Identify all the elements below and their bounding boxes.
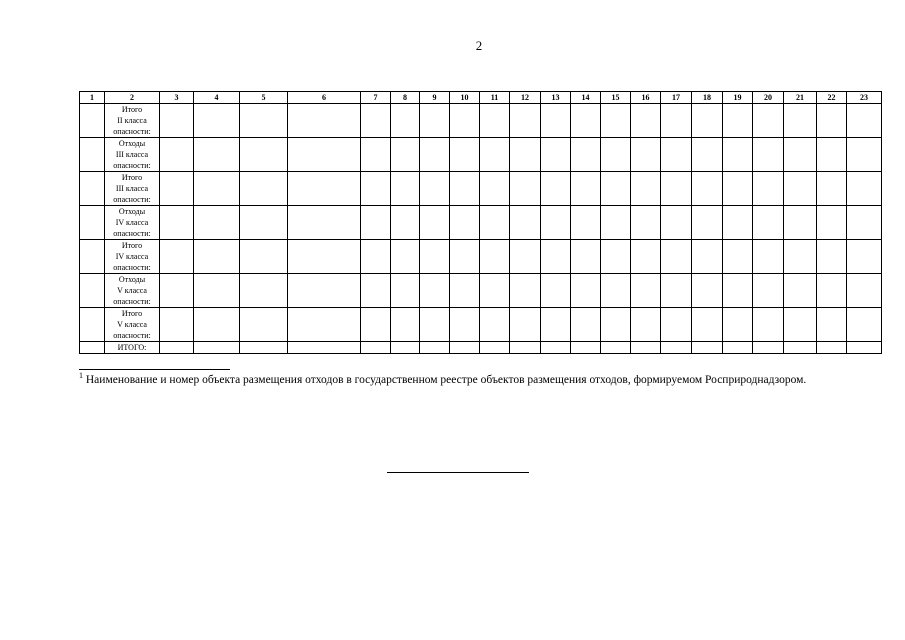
table-cell	[391, 240, 420, 274]
row-label: ИТОГО:	[105, 342, 160, 354]
table-cell	[361, 342, 391, 354]
column-header-4: 4	[194, 92, 240, 104]
table-cell	[753, 240, 784, 274]
row-number-cell	[80, 342, 105, 354]
table-cell	[571, 138, 601, 172]
table-row	[80, 308, 882, 342]
table-cell	[541, 138, 571, 172]
table-cell	[571, 172, 601, 206]
table-cell	[541, 172, 571, 206]
table-cell	[288, 308, 361, 342]
table-cell	[541, 104, 571, 138]
table-cell	[847, 206, 882, 240]
table-cell	[288, 240, 361, 274]
table-cell	[631, 104, 661, 138]
column-header-21: 21	[784, 92, 817, 104]
table-cell	[753, 308, 784, 342]
row-label: Отходы V класса опасности:	[105, 274, 160, 308]
table-cell	[817, 104, 847, 138]
table-cell	[391, 308, 420, 342]
table-cell	[817, 138, 847, 172]
table-cell	[601, 240, 631, 274]
table-cell	[480, 104, 510, 138]
table-cell	[420, 172, 450, 206]
row-number-cell	[80, 274, 105, 308]
table-cell	[450, 172, 480, 206]
table-cell	[661, 104, 692, 138]
table-cell	[450, 308, 480, 342]
table-cell	[847, 240, 882, 274]
row-number-cell	[80, 104, 105, 138]
table-cell	[420, 274, 450, 308]
table-cell	[194, 240, 240, 274]
table-cell	[480, 172, 510, 206]
table-cell	[510, 206, 541, 240]
table-cell	[391, 172, 420, 206]
column-header-1: 1	[80, 92, 105, 104]
table-cell	[288, 172, 361, 206]
table-cell	[480, 274, 510, 308]
table-cell	[450, 274, 480, 308]
table-cell	[692, 138, 723, 172]
footnote-separator	[79, 369, 230, 370]
footnote	[79, 372, 851, 389]
table-cell	[784, 206, 817, 240]
table-cell	[723, 308, 753, 342]
table-cell	[480, 308, 510, 342]
footnote-text: Наименование и номер объекта размещения отходов в государственном реестре объектов размещения отходов, формируемом Росприроднадзором.	[83, 374, 807, 386]
table-cell	[571, 206, 601, 240]
table-cell	[661, 172, 692, 206]
table-cell	[288, 274, 361, 308]
table-cell	[420, 308, 450, 342]
table-cell	[361, 308, 391, 342]
table-cell	[450, 342, 480, 354]
table-cell	[160, 274, 194, 308]
table-cell	[661, 274, 692, 308]
table-cell	[480, 240, 510, 274]
footnote-marker: 1	[79, 371, 83, 380]
table-cell	[571, 274, 601, 308]
table-cell	[571, 104, 601, 138]
table-cell	[601, 138, 631, 172]
table-cell	[160, 240, 194, 274]
table-cell	[240, 138, 288, 172]
table-cell	[420, 104, 450, 138]
row-number-cell	[80, 308, 105, 342]
table-cell	[480, 138, 510, 172]
table-cell	[420, 138, 450, 172]
column-header-18: 18	[692, 92, 723, 104]
column-header-12: 12	[510, 92, 541, 104]
table-cell	[541, 308, 571, 342]
table-cell	[847, 308, 882, 342]
table-cell	[601, 342, 631, 354]
table-cell	[661, 138, 692, 172]
table-cell	[661, 240, 692, 274]
column-header-15: 15	[601, 92, 631, 104]
table-cell	[240, 172, 288, 206]
table-cell	[631, 138, 661, 172]
table-cell	[817, 172, 847, 206]
table-cell	[631, 240, 661, 274]
table-cell	[601, 274, 631, 308]
column-header-13: 13	[541, 92, 571, 104]
row-label: Итого II класса опасности:	[105, 104, 160, 138]
table-cell	[692, 274, 723, 308]
table-cell	[784, 138, 817, 172]
column-header-3: 3	[160, 92, 194, 104]
header-row	[80, 92, 882, 104]
table-cell	[361, 172, 391, 206]
waste-summary-table	[79, 91, 882, 354]
table-cell	[784, 308, 817, 342]
table-cell	[240, 274, 288, 308]
table-cell	[480, 206, 510, 240]
table-cell	[541, 274, 571, 308]
table-cell	[194, 104, 240, 138]
table-cell	[450, 206, 480, 240]
table-cell	[847, 172, 882, 206]
table-cell	[661, 308, 692, 342]
table-cell	[817, 342, 847, 354]
table-cell	[601, 206, 631, 240]
table-cell	[692, 172, 723, 206]
table-cell	[510, 308, 541, 342]
table-cell	[194, 138, 240, 172]
row-number-cell	[80, 206, 105, 240]
table-cell	[661, 342, 692, 354]
table-cell	[391, 138, 420, 172]
column-header-10: 10	[450, 92, 480, 104]
table-cell	[753, 172, 784, 206]
table-cell	[692, 206, 723, 240]
table-cell	[510, 342, 541, 354]
table-row	[80, 274, 882, 308]
row-label: Итого III класса опасности:	[105, 172, 160, 206]
table-cell	[160, 308, 194, 342]
table-cell	[288, 104, 361, 138]
table-cell	[391, 206, 420, 240]
table-cell	[692, 308, 723, 342]
table-cell	[450, 104, 480, 138]
table-cell	[723, 240, 753, 274]
row-label: Итого IV класса опасности:	[105, 240, 160, 274]
column-header-5: 5	[240, 92, 288, 104]
table-cell	[160, 342, 194, 354]
table-cell	[420, 240, 450, 274]
table-cell	[194, 342, 240, 354]
table-cell	[692, 240, 723, 274]
table-cell	[753, 138, 784, 172]
table-cell	[510, 138, 541, 172]
table-cell	[240, 342, 288, 354]
table-cell	[784, 172, 817, 206]
table-row	[80, 240, 882, 274]
table-cell	[391, 104, 420, 138]
table-cell	[361, 240, 391, 274]
table-cell	[847, 104, 882, 138]
table-cell	[361, 138, 391, 172]
table-cell	[510, 240, 541, 274]
table-cell	[631, 172, 661, 206]
table-cell	[661, 206, 692, 240]
table-cell	[817, 240, 847, 274]
column-header-14: 14	[571, 92, 601, 104]
table-cell	[160, 206, 194, 240]
table-cell	[571, 308, 601, 342]
table-cell	[817, 206, 847, 240]
table-cell	[847, 138, 882, 172]
table-cell	[723, 342, 753, 354]
table-cell	[194, 206, 240, 240]
column-header-11: 11	[480, 92, 510, 104]
table-cell	[420, 206, 450, 240]
table-cell	[361, 104, 391, 138]
table-cell	[753, 206, 784, 240]
table-cell	[194, 274, 240, 308]
table-cell	[240, 240, 288, 274]
column-header-19: 19	[723, 92, 753, 104]
end-separator	[387, 472, 529, 473]
table-row	[80, 138, 882, 172]
row-number-cell	[80, 240, 105, 274]
table-cell	[541, 240, 571, 274]
table-cell	[420, 342, 450, 354]
table-cell	[391, 274, 420, 308]
table-cell	[361, 206, 391, 240]
table-cell	[541, 342, 571, 354]
table-cell	[194, 172, 240, 206]
table-cell	[288, 206, 361, 240]
row-number-cell	[80, 138, 105, 172]
table-cell	[692, 104, 723, 138]
table-cell	[160, 104, 194, 138]
column-header-23: 23	[847, 92, 882, 104]
table-cell	[510, 274, 541, 308]
table-cell	[784, 104, 817, 138]
table-cell	[847, 342, 882, 354]
row-label: Отходы IV класса опасности:	[105, 206, 160, 240]
table-cell	[601, 104, 631, 138]
column-header-16: 16	[631, 92, 661, 104]
table-row	[80, 206, 882, 240]
table-cell	[723, 138, 753, 172]
table-cell	[817, 274, 847, 308]
table-cell	[160, 138, 194, 172]
table-cell	[391, 342, 420, 354]
table-cell	[240, 308, 288, 342]
table-cell	[631, 274, 661, 308]
table-cell	[510, 172, 541, 206]
table-cell	[510, 104, 541, 138]
table-cell	[817, 308, 847, 342]
table-cell	[847, 274, 882, 308]
table-cell	[784, 274, 817, 308]
table-cell	[288, 138, 361, 172]
table-cell	[601, 172, 631, 206]
table-row	[80, 172, 882, 206]
table-cell	[723, 104, 753, 138]
table-cell	[480, 342, 510, 354]
page-number: 2	[475, 38, 483, 53]
table-cell	[784, 240, 817, 274]
row-number-cell	[80, 172, 105, 206]
table-row	[80, 104, 882, 138]
table-cell	[631, 342, 661, 354]
column-header-22: 22	[817, 92, 847, 104]
table-cell	[288, 342, 361, 354]
table-cell	[631, 308, 661, 342]
table-cell	[450, 138, 480, 172]
row-label: Итого V класса опасности:	[105, 308, 160, 342]
table-cell	[784, 342, 817, 354]
table-cell	[692, 342, 723, 354]
table-row	[80, 342, 882, 354]
table-cell	[631, 206, 661, 240]
table-cell	[723, 274, 753, 308]
column-header-17: 17	[661, 92, 692, 104]
table-cell	[240, 104, 288, 138]
column-header-9: 9	[420, 92, 450, 104]
table-cell	[571, 240, 601, 274]
column-header-7: 7	[361, 92, 391, 104]
table-cell	[450, 240, 480, 274]
table-cell	[723, 206, 753, 240]
table-cell	[601, 308, 631, 342]
table-cell	[160, 172, 194, 206]
table-cell	[753, 342, 784, 354]
table-cell	[361, 274, 391, 308]
table-cell	[194, 308, 240, 342]
table-cell	[753, 104, 784, 138]
column-header-6: 6	[288, 92, 361, 104]
table-cell	[571, 342, 601, 354]
row-label: Отходы III класса опасности:	[105, 138, 160, 172]
table-cell	[541, 206, 571, 240]
column-header-2: 2	[105, 92, 160, 104]
table-cell	[240, 206, 288, 240]
column-header-8: 8	[391, 92, 420, 104]
table-cell	[723, 172, 753, 206]
column-header-20: 20	[753, 92, 784, 104]
table-cell	[753, 274, 784, 308]
